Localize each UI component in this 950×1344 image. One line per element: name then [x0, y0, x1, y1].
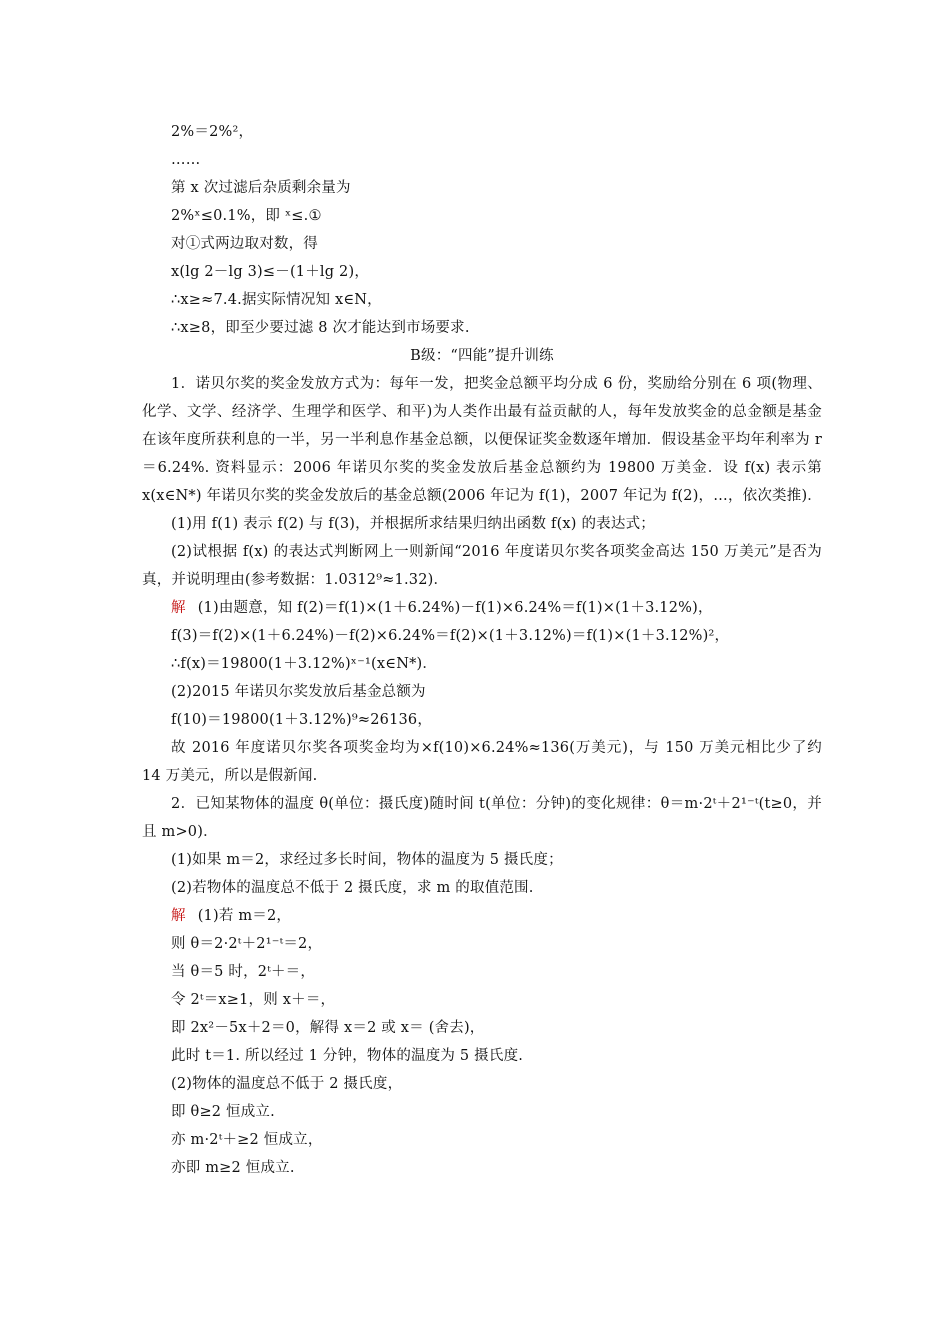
- text-line: 第 x 次过滤后杂质剩余量为: [171, 180, 351, 196]
- section-title: B级：“四能”提升训练: [410, 348, 554, 364]
- problem-2-solution-line: 即 θ≥2 恒成立.: [171, 1104, 275, 1120]
- problem-2-solution-line: (2)物体的温度总不低于 2 摄氏度，: [171, 1076, 403, 1092]
- continuation-solution: [142, 118, 822, 342]
- text-line: 对①式两边取对数，得: [171, 236, 318, 252]
- problem-2: [142, 790, 822, 1182]
- text-line: ∴x≥8，即至少要过滤 8 次才能达到市场要求.: [171, 320, 470, 336]
- problem-1-statement: 1．诺贝尔奖的奖金发放方式为：每年一发，把奖金总额平均分成 6 份，奖励给分别在 6 项(物理、化学、文学、经济学、生理学和医学、和平)为人类作出最有益贡献的人，每年发放奖金的总金额是基金在该年度所获利息的一半，另一半利息作基金总额，以便保证奖金数逐年增加．假设基金平均年利率为 r＝6.24%. 资料显示：2006 年诺贝尔奖的奖金发放后基金总额约为 19800 万美金．设 f(x) 表示第 x(x∈N*) 年诺贝尔奖的奖金发放后的基金总额(2006 年记为 f(1)，2007 年记为 f(2)，…，依次类推)．: [142, 376, 823, 504]
- problem-1-question-2: (2)试根据 f(x) 的表达式判断网上一则新闻“2016 年度诺贝尔奖各项奖金高达 150 万美元”是否为真，并说明理由(参考数据：1.0312⁹≈1.32)．: [142, 544, 822, 588]
- problem-1-solution-line: 解 (1)由题意，知 f(2)＝f(1)×(1＋6.24%)－f(1)×6.24%＝f(1)×(1＋3.12%)，: [171, 600, 713, 616]
- problem-2-statement: 2．已知某物体的温度 θ(单位：摄氏度)随时间 t(单位：分钟)的变化规律：θ＝m·2ᵗ＋2¹⁻ᵗ(t≥0，并且 m>0)．: [142, 796, 822, 840]
- problem-2-question-1: (1)如果 m＝2，求经过多长时间，物体的温度为 5 摄氏度；: [171, 852, 563, 868]
- problem-2-solution-line: 即 2x²－5x＋2＝0，解得 x＝2 或 x＝ (舍去)，: [171, 1020, 485, 1036]
- problem-2-solution-line: 则 θ＝2·2ᵗ＋2¹⁻ᵗ＝2，: [171, 936, 323, 952]
- problem-1-solution-line: f(3)＝f(2)×(1＋6.24%)－f(2)×6.24%＝f(2)×(1＋3.12%)＝f(1)×(1＋3.12%)²，: [171, 628, 730, 644]
- problem-1: [142, 370, 822, 790]
- problem-2-solution-line: 令 2ᵗ＝x≥1，则 x＋＝，: [171, 992, 336, 1008]
- text-line: ……: [171, 152, 201, 168]
- problem-1-solution-line: ∴f(x)＝19800(1＋3.12%)ˣ⁻¹(x∈N*)．: [171, 656, 438, 672]
- problem-2-solution-line: 亦 m·2ᵗ＋≥2 恒成立，: [171, 1132, 323, 1148]
- text-line: 2%ˣ≤0.1%，即 ˣ≤.①: [171, 208, 322, 224]
- solution-label: 解: [171, 600, 186, 616]
- problem-1-question-1: (1)用 f(1) 表示 f(2) 与 f(3)，并根据所求结果归纳出函数 f(x) 的表达式；: [171, 516, 655, 532]
- problem-1-solution-line: f(10)＝19800(1＋3.12%)⁹≈26136，: [171, 712, 433, 728]
- text-line: 2%＝2%²，: [171, 124, 254, 140]
- text-line: ∴x≥≈7.4.据实际情况知 x∈N，: [171, 292, 382, 308]
- problem-1-conclusion: 故 2016 年度诺贝尔奖各项奖金均为×f(10)×6.24%≈136(万美元)，与 150 万美元相比少了约 14 万美元，所以是假新闻.: [142, 740, 822, 784]
- problem-2-question-2: (2)若物体的温度总不低于 2 摄氏度，求 m 的取值范围.: [171, 880, 534, 896]
- problem-2-solution-line: 当 θ＝5 时，2ᵗ＋＝，: [171, 964, 316, 980]
- problem-2-solution-line: 亦即 m≥2 恒成立.: [171, 1160, 295, 1176]
- document-page: [142, 118, 822, 1182]
- problem-2-solution-line: 解 (1)若 m＝2，: [171, 908, 292, 924]
- solution-label: 解: [171, 908, 186, 924]
- problem-2-solution-line: 此时 t＝1. 所以经过 1 分钟，物体的温度为 5 摄氏度.: [171, 1048, 524, 1064]
- problem-1-solution-line: (2)2015 年诺贝尔奖发放后基金总额为: [171, 684, 426, 700]
- text-line: x(lg 2－lg 3)≤－(1＋lg 2)，: [171, 264, 370, 280]
